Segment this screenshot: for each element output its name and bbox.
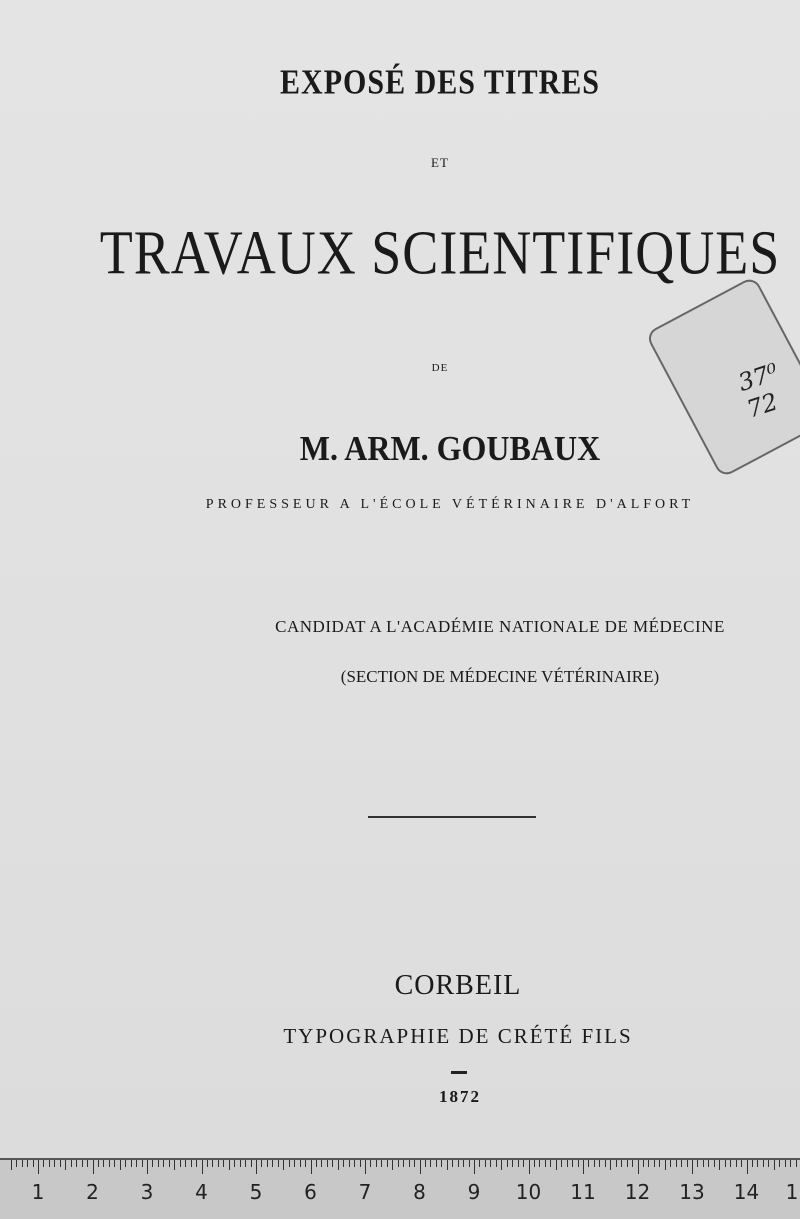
ruler-tick [229,1160,230,1170]
ruler-tick [572,1160,573,1167]
ruler-tick [676,1160,677,1167]
ruler-tick [479,1160,480,1167]
ruler-number: 12 [624,1180,651,1204]
ruler-tick [278,1160,279,1167]
ruler-tick [545,1160,546,1167]
ruler-tick [381,1160,382,1167]
ruler-number: 2 [86,1180,99,1204]
ruler-tick [452,1160,453,1167]
ruler-tick [196,1160,197,1167]
ruler-tick [103,1160,104,1167]
ruler-tick [370,1160,371,1167]
ruler-tick [610,1160,611,1170]
printer: TYPOGRAPHIE DE CRÉTÉ FILS [283,1024,633,1048]
ruler-tick [158,1160,159,1167]
ruler-tick [594,1160,595,1167]
author-role: PROFESSEUR A L'ÉCOLE VÉTÉRINAIRE D'ALFORT [205,497,695,512]
ruler-tick [757,1160,758,1167]
title-line-2: TRAVAUX SCIENTIFIQUES [99,218,781,288]
ruler-tick [33,1160,34,1167]
ruler-tick [708,1160,709,1167]
conjunction: ET [431,155,449,170]
ruler-tick [338,1160,339,1170]
ruler-tick [469,1160,470,1167]
ruler-tick [349,1160,350,1167]
ruler-tick [289,1160,290,1167]
ruler-tick [741,1160,742,1167]
ruler-number: 7 [358,1180,372,1204]
ruler-tick [294,1160,295,1167]
ruler-tick [283,1160,284,1170]
ruler-tick [332,1160,333,1167]
ruler-tick [125,1160,126,1167]
ruler-tick [643,1160,644,1167]
ruler-tick [54,1160,55,1167]
ruler-tick [529,1160,530,1174]
ruler-tick [169,1160,170,1167]
ruler-tick [27,1160,28,1167]
ruler-tick [267,1160,268,1167]
ruler-number: 10 [515,1180,542,1204]
ruler-tick [109,1160,110,1167]
ruler-number: 13 [679,1180,705,1204]
ruler-tick [223,1160,224,1167]
title-line-1: EXPOSÉ DES TITRES [280,63,600,102]
ruler-tick [436,1160,437,1167]
ruler-tick [681,1160,682,1167]
ruler-tick [430,1160,431,1167]
ruler-tick [152,1160,153,1167]
ruler-tick [22,1160,23,1167]
ruler-tick [136,1160,137,1167]
ruler-tick [719,1160,720,1170]
ruler-tick [752,1160,753,1167]
ruler-tick [561,1160,562,1167]
ruler-tick [387,1160,388,1167]
ruler-tick [534,1160,535,1167]
ruler-tick [261,1160,262,1167]
ruler-tick [38,1160,39,1174]
ruler-tick [458,1160,459,1167]
ruler-number: 5 [249,1180,263,1204]
ruler-tick [114,1160,115,1167]
ruler-tick [163,1160,164,1167]
ruler-tick [311,1160,312,1174]
ruler-tick [692,1160,693,1174]
year: 1872 [439,1087,481,1106]
ruler-tick [354,1160,355,1167]
separator-rule [368,816,536,818]
ruler-tick [588,1160,589,1167]
ruler-tick [76,1160,77,1167]
ruler-tick [632,1160,633,1167]
ruler-tick [638,1160,639,1174]
ruler-tick [321,1160,322,1167]
ruler-tick [654,1160,655,1167]
ruler-tick [768,1160,769,1167]
ruler-tick [496,1160,497,1167]
ruler-tick [218,1160,219,1167]
ruler-tick [16,1160,17,1167]
measuring-ruler [0,1158,800,1219]
ruler-tick [441,1160,442,1167]
ruler-tick [425,1160,426,1167]
ruler-tick [191,1160,192,1167]
ruler-tick [665,1160,666,1170]
ruler-tick [774,1160,775,1170]
ruler-tick [703,1160,704,1167]
ruler-tick [736,1160,737,1167]
ruler-tick [212,1160,213,1167]
ruler-number: 8 [413,1180,426,1204]
ruler-tick [687,1160,688,1167]
ruler-number: 4 [195,1180,208,1204]
handwritten-shelfmark: 37⁰ 72 [734,357,782,424]
ruler-number: 6 [304,1180,317,1204]
ruler-tick [550,1160,551,1167]
ruler-tick [490,1160,491,1167]
ruler-tick [507,1160,508,1167]
ruler-tick [93,1160,94,1174]
ruler-tick [49,1160,50,1167]
ruler-tick [523,1160,524,1167]
ruler-tick [621,1160,622,1167]
ruler-tick [82,1160,83,1167]
ruler-tick [376,1160,377,1167]
ruler-tick [616,1160,617,1167]
ruler-tick [65,1160,66,1170]
ruler-tick [240,1160,241,1167]
ruler-tick [327,1160,328,1167]
ruler-tick [256,1160,257,1174]
ruler-tick [790,1160,791,1167]
ruler-tick [539,1160,540,1167]
ruler-number: 1 [31,1180,45,1204]
ruler-tick [98,1160,99,1167]
ruler-tick [414,1160,415,1167]
ruler-tick [43,1160,44,1167]
ruler-tick [697,1160,698,1167]
ruler-tick [120,1160,121,1170]
ruler-tick [796,1160,797,1167]
ruler-tick [725,1160,726,1167]
ruler-tick [763,1160,764,1167]
preposition: DE [431,362,449,374]
ruler-tick [583,1160,584,1174]
ruler-tick [485,1160,486,1167]
ruler-tick [147,1160,148,1174]
ruler-tick [398,1160,399,1167]
ruler-tick [627,1160,628,1167]
city: CORBEIL [394,970,522,1001]
ruler-tick [185,1160,186,1167]
ruler-number: 14 [733,1180,760,1204]
ruler-tick [747,1160,748,1174]
candidacy-line: CANDIDAT A L'ACADÉMIE NATIONALE DE MÉDECINE [275,617,725,636]
ruler-tick [234,1160,235,1167]
ruler-tick [360,1160,361,1167]
ruler-number: 9 [467,1180,481,1204]
ruler-tick [131,1160,132,1167]
ruler-tick [142,1160,143,1167]
ruler-tick [578,1160,579,1167]
ruler-tick [659,1160,660,1167]
ruler-tick [567,1160,568,1167]
ruler-tick [556,1160,557,1170]
ruler-tick [518,1160,519,1167]
ruler-tick [180,1160,181,1167]
ruler-tick [420,1160,421,1174]
ruler-tick [670,1160,671,1167]
ruler-tick [512,1160,513,1167]
ruler-tick [60,1160,61,1167]
ruler-tick [207,1160,208,1167]
ruler-number: 11 [570,1180,596,1204]
ruler-tick [403,1160,404,1167]
ruler-tick [272,1160,273,1167]
ruler-tick [245,1160,246,1167]
ruler-tick [71,1160,72,1167]
ruler-tick [251,1160,252,1167]
ruler-tick [599,1160,600,1167]
ruler-tick [779,1160,780,1167]
ruler-tick [409,1160,410,1167]
ruler-number: 1 [785,1180,799,1204]
ruler-tick [365,1160,366,1174]
ruler-tick [648,1160,649,1167]
ruler-tick [343,1160,344,1167]
ruler-tick [605,1160,606,1167]
ruler-tick [447,1160,448,1170]
author-name: M. ARM. GOUBAUX [299,428,601,468]
ruler-tick [474,1160,475,1174]
ruler-tick [174,1160,175,1170]
separator-dash [451,1071,467,1074]
section-line: (SECTION DE MÉDECINE VÉTÉRINAIRE) [340,667,660,686]
ruler-tick [316,1160,317,1167]
ruler-tick [714,1160,715,1167]
ruler-tick [87,1160,88,1167]
ruler-tick [300,1160,301,1167]
ruler-number: 3 [140,1180,154,1204]
ruler-tick [11,1160,12,1170]
ruler-tick [392,1160,393,1170]
ruler-tick [785,1160,786,1167]
ruler-tick [305,1160,306,1167]
ruler-tick [202,1160,203,1174]
ruler-tick [501,1160,502,1170]
ruler-tick [730,1160,731,1167]
ruler-tick [463,1160,464,1167]
